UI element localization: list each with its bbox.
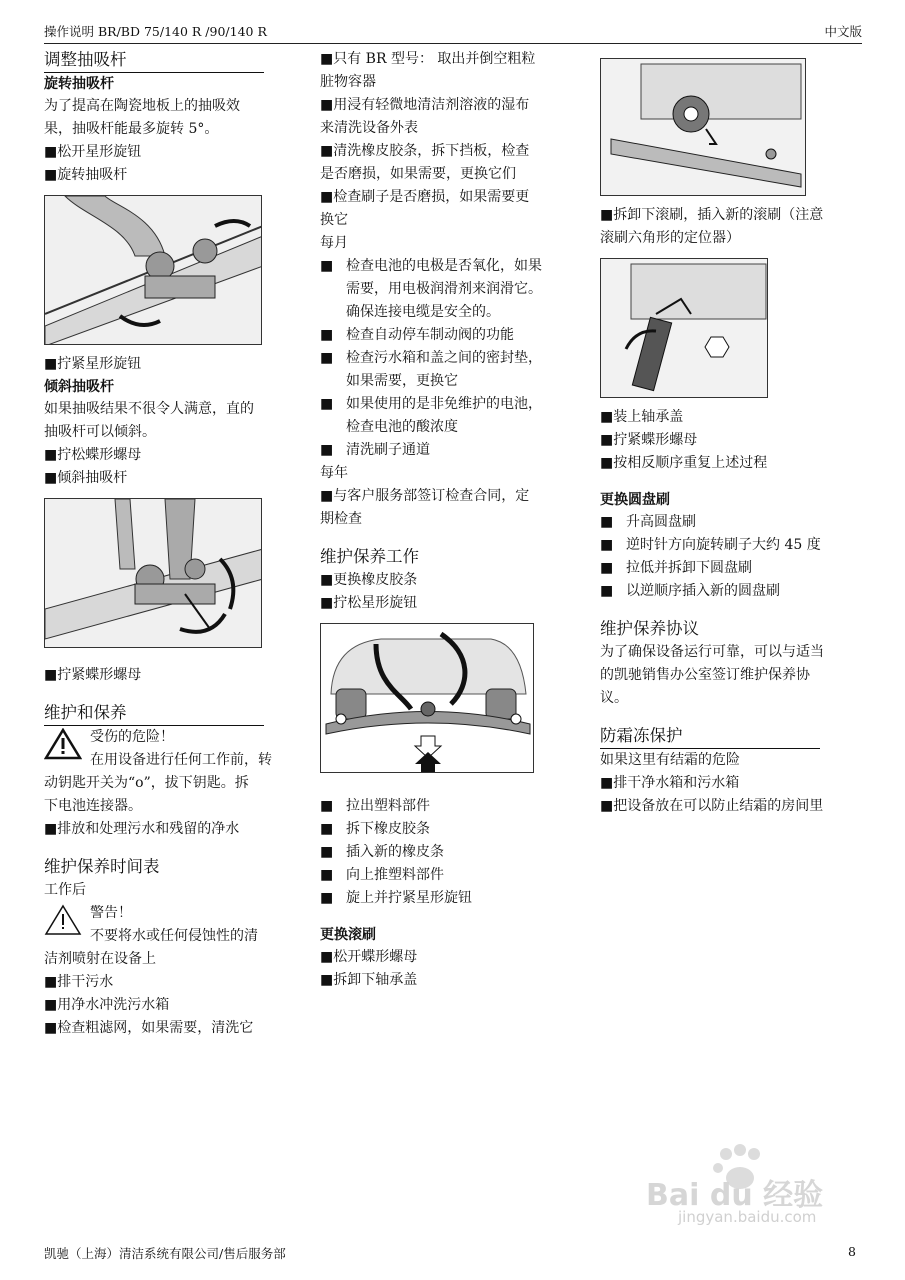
warning-triangle-icon: [44, 904, 82, 936]
subheading-replace-roller: 更换滚刷: [320, 927, 376, 943]
warning-injury: [44, 726, 292, 772]
step-item: ■更换橡皮胶条: [320, 572, 418, 588]
subheading-replace-disc-brush: 更换圆盘刷: [600, 492, 670, 508]
warning-title: 警告！: [90, 905, 132, 921]
step-item: ■拧紧蝶形螺母: [600, 432, 698, 448]
subheading-monthly: 每月: [320, 235, 348, 251]
list-item: ■ 检查自动停车制动阀的功能: [320, 327, 514, 343]
section-maintenance-schedule: 维护保养时间表: [44, 857, 160, 876]
list-item: ■ 旋上并拧紧星形旋钮: [320, 890, 472, 906]
list-item: ■ 清洗刷子通道: [320, 442, 430, 458]
section-maintenance-care: 维护和保养: [44, 701, 264, 726]
list-item: ■ 插入新的橡皮条: [320, 844, 444, 860]
step-item: ■旋转抽吸杆: [44, 167, 128, 183]
warning-title: 受伤的危险！: [90, 729, 174, 745]
paragraph-line: 议。: [600, 690, 628, 706]
list-item: ■ 向上推塑料部件: [320, 867, 444, 883]
watermark-brand: Bai du 经验: [646, 1178, 824, 1213]
section-frost-protection: 防霜冻保护: [600, 724, 820, 749]
step-item: ■拧松星形旋钮: [320, 595, 418, 611]
step-item: ■松开星形旋钮: [44, 144, 142, 160]
warning-triangle-icon: [44, 728, 82, 760]
paragraph-line: 抽吸杆可以倾斜。: [44, 424, 156, 440]
page-header: [44, 22, 862, 44]
figure-insert-roller-brush: [600, 258, 768, 398]
header-language: 中文版: [824, 24, 862, 39]
step-item: ■拧松蝶形螺母: [44, 447, 142, 463]
paragraph-line: 为了提高在陶瓷地板上的抽吸效: [44, 98, 240, 114]
watermark-url: jingyan.baidu.com: [678, 1208, 817, 1226]
text-line: ■与客户服务部签订检查合同，定: [320, 488, 530, 504]
subheading-tilt: 倾斜抽吸杆: [44, 379, 114, 395]
section-maintenance-work: 维护保养工作: [320, 547, 419, 566]
warning-text: 动钥匙开关为“o”，拔下钥匙。拆: [44, 775, 249, 791]
step-item: ■装上轴承盖: [600, 409, 684, 425]
subheading-after-work: 工作后: [44, 882, 86, 898]
paragraph-line: 的凯驰销售办公室签订维护保养协: [600, 667, 810, 683]
text-line: ■只有 BR 型号： 取出并倒空粗粒: [320, 51, 536, 67]
figure-tilt-suction-bar: [44, 498, 262, 648]
figure-remove-roller-brush: [600, 58, 806, 196]
text-line: 期检查: [320, 511, 362, 527]
warning-text: 在用设备进行任何工作前，转: [90, 752, 272, 768]
column-middle: [320, 48, 568, 992]
list-item: ■ 拉低并拆卸下圆盘刷: [600, 560, 752, 576]
list-item: ■ 如果使用的是非免维护的电池， 检查电池的酸浓度: [320, 396, 542, 435]
baidu-jingyan-watermark: [618, 1140, 868, 1230]
text-line: ■用浸有轻微地清洁剂溶液的湿布: [320, 97, 530, 113]
figure-squeegee-machine: [320, 623, 534, 773]
paragraph-line: 如果这里有结霜的危险: [600, 752, 740, 768]
list-item: ■ 检查电池的电极是否氧化，如果 需要，用电极润滑剂来润滑它。 确保连接电缆是安全的。: [320, 258, 542, 320]
warning-text: 下电池连接器。: [44, 798, 142, 814]
subheading-yearly: 每年: [320, 465, 348, 481]
step-item: ■排放和处理污水和残留的净水: [44, 821, 240, 837]
section-maintenance-agreement: 维护保养协议: [600, 619, 699, 638]
text-line: 是否磨损，如果需要，更换它们: [320, 166, 516, 182]
subheading-rotate: 旋转抽吸杆: [44, 76, 114, 92]
step-item: ■排干净水箱和污水箱: [600, 775, 740, 791]
list-item: ■ 拉出塑料部件: [320, 798, 430, 814]
step-item: ■倾斜抽吸杆: [44, 470, 128, 486]
section-adjust-suction-bar: 调整抽吸杆: [44, 48, 264, 73]
list-item: ■ 检查污水箱和盖之间的密封垫， 如果需要，更换它: [320, 350, 542, 389]
step-item: ■把设备放在可以防止结霜的房间里: [600, 798, 824, 814]
text-line: ■清洗橡皮胶条，拆下挡板，检查: [320, 143, 530, 159]
paragraph-line: 果，抽吸杆能最多旋转 5°。: [44, 121, 219, 137]
step-item: ■拆卸下轴承盖: [320, 972, 418, 988]
warning-text: 不要将水或任何侵蚀性的清: [90, 928, 258, 944]
list-item: ■ 升高圆盘刷: [600, 514, 696, 530]
header-manual-title: 操作说明 BR/BD 75/140 R /90/140 R: [44, 24, 267, 39]
text-line: 脏物容器: [320, 74, 376, 90]
text-line: ■检查刷子是否磨损，如果需要更: [320, 189, 530, 205]
step-item: ■按相反顺序重复上述过程: [600, 455, 768, 471]
step-item: ■拧紧蝶形螺母: [44, 667, 142, 683]
list-item: ■ 拆下橡皮胶条: [320, 821, 430, 837]
step-item: 滚刷六角形的定位器）: [600, 230, 740, 246]
warning-text: 洁剂喷射在设备上: [44, 951, 156, 967]
warning-notice: [44, 902, 292, 948]
step-item: ■拆卸下滚刷，插入新的滚刷（注意: [600, 207, 824, 223]
column-right: [600, 58, 862, 818]
list-item: ■ 逆时针方向旋转刷子大约 45 度: [600, 537, 821, 553]
text-line: 来清洗设备外表: [320, 120, 418, 136]
column-left: [44, 48, 292, 1040]
paragraph-line: 为了确保设备运行可靠，可以与适当: [600, 644, 824, 660]
footer-company: 凯驰（上海）清洁系统有限公司/售后服务部: [44, 1246, 286, 1261]
text-line: 换它: [320, 212, 348, 228]
step-item: ■用净水冲洗污水箱: [44, 997, 170, 1013]
step-item: ■排干污水: [44, 974, 114, 990]
figure-rotate-suction-bar: [44, 195, 262, 345]
page-number: 8: [848, 1244, 856, 1259]
step-item: ■拧紧星形旋钮: [44, 356, 142, 372]
step-item: ■松开蝶形螺母: [320, 949, 418, 965]
list-item: ■ 以逆顺序插入新的圆盘刷: [600, 583, 780, 599]
paragraph-line: 如果抽吸结果不很令人满意，直的: [44, 401, 254, 417]
step-item: ■检查粗滤网，如果需要，清洗它: [44, 1020, 254, 1036]
